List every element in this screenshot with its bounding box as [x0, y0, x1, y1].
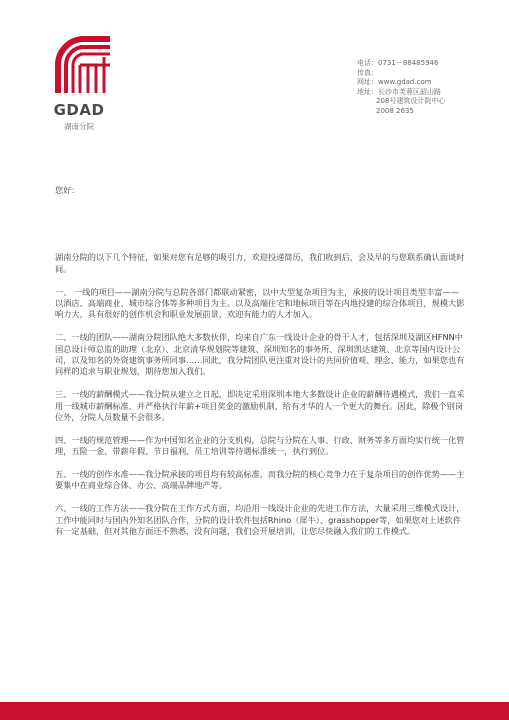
gdad-logo-mark [44, 23, 114, 99]
letter-paragraph: 二、一线的团队——湖南分院团队绝大多数伙伴，均来自广东一线设计企业的骨干人才，包括深圳及湖区HFNN中国总设计师总监的助理（北京）、北京清华规划院等建筑、深圳知名的事务所、深圳凯达建筑、北京等国内设计公司，以及知名的外资建筑事务所同事……同此，我分院团队更注重对设计的共同价值观、理念、能力，如果您也有同样的追求与职业规划，期待您加入我们。 [55, 332, 465, 377]
contact-address-line2: 208号建筑设计院中心 [376, 97, 446, 106]
contact-block [357, 59, 445, 117]
contact-website: 网址：www.gdad.com [357, 78, 432, 87]
contact-postcode: 2008 2635 [376, 106, 414, 115]
letter-greeting: 您好： [55, 185, 80, 195]
contact-address-line1: 地址：长沙市芙蓉区韶山路 [357, 87, 441, 96]
footer-color-bar [0, 702, 509, 720]
logo-subtitle: 湖南分院 [64, 122, 94, 131]
letter-paragraph: 一、 一线的项目——湖南分院与总院各部门都联动紧密，以中大型复杂项目为主，承接的设计项目类型丰富——以酒店、高端商业、城市综合体等多种项目为主。以及高端住宅和地标项目等在内地投建的综合体项目，规模大影响力大，具有很好的创作机会和职业发展前景，欢迎有能力的人才加入。 [55, 286, 465, 320]
letter-paragraph: 湖南分院的以下几个特征，如果对您有足够的吸引力，欢迎投递简历，我们收到后，会及早的与您联系确认面谈时间。 [55, 252, 465, 274]
letter-body [55, 185, 465, 549]
letter-paragraph: 五、一线的创作水准——我分院承接的项目均有较高标准，而我分院的核心竞争力在于复杂项目的创作优势——主要集中在商业综合体、办公、高端品牌地产等。 [55, 469, 465, 491]
logo-wordmark: GDAD [53, 101, 105, 119]
contact-phone: 电话：0731－88485946 [357, 59, 439, 67]
letter-paragraph: 三、一线的薪酬模式——我分院从建立之日起，即决定采用深圳本地大多数设计企业的薪酬待遇模式，我们一直采用一线城市薪酬标准，并严格执行年薪+项目奖金的激励机制，给有才华的人一个更大的舞台。因此，除极个别岗位外，分院人员数量不会很多。 [55, 389, 465, 423]
letter-paragraph: 四、一线的规范管理——作为中国知名企业的分支机构，总院与分院在人事、行政、财务等多方面均实行统一化管理，五险一金、带薪年假、节日福利、员工培训等待遇标准统一，执行到位。 [55, 434, 465, 457]
contact-fax: 传真： [357, 68, 378, 77]
letter-paragraph: 六、一线的工作方法——我分院在工作方式方面，均沿用一线设计企业的先进工作方法，大量采用三维模式设计，工作中能同时与国内外知名团队合作，分院的设计软件包括Rhino（犀牛）、grasshopper等，如果您对上述软件有一定基础，但对其他方面还不熟悉，没有问题，我们会开展培训，让您尽快融入我们的工作模式。 [55, 503, 465, 537]
company-logo [44, 23, 114, 133]
